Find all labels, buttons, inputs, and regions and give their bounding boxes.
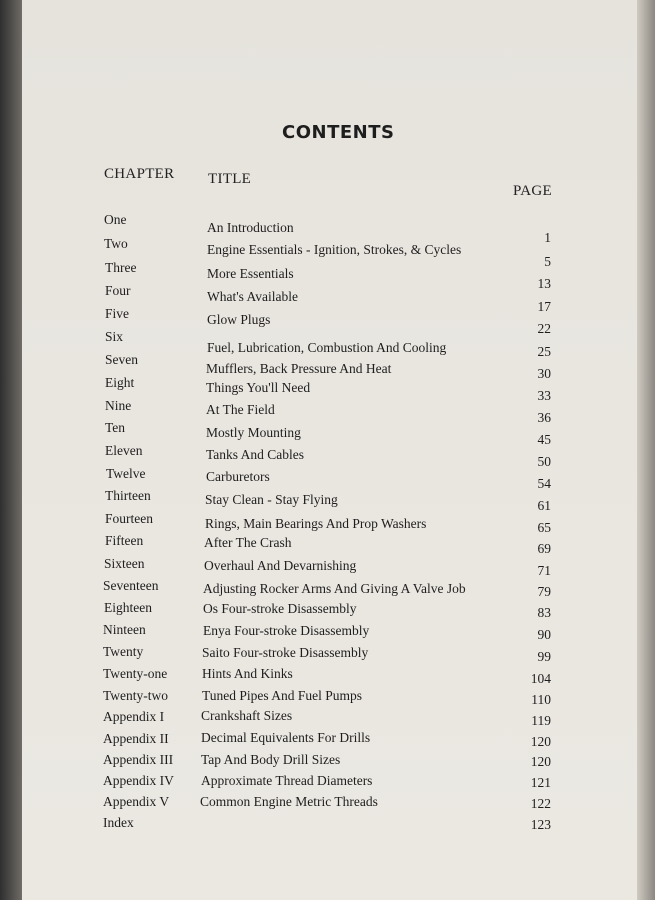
toc-page-number: 99 [537,649,551,664]
toc-title: Things You'll Need [206,380,311,395]
page-column-header: PAGE [513,183,552,199]
toc-chapter: One [104,212,127,227]
toc-chapter: Ninteen [103,622,146,637]
toc-title: Saito Four-stroke Disassembly [202,645,369,660]
toc-page-number: 90 [537,627,551,642]
toc-page-number: 83 [537,605,551,620]
toc-title: More Essentials [207,266,294,281]
toc-title: Tanks And Cables [206,447,305,462]
title-column-header: TITLE [208,171,252,187]
toc-page-number: 122 [530,796,551,811]
toc-chapter: Appendix I [103,709,165,724]
toc-title: Os Four-stroke Disassembly [203,601,357,616]
toc-chapter: Fourteen [105,511,153,526]
toc-chapter: Five [105,306,130,321]
toc-title: After The Crash [204,535,292,550]
toc-title: Tap And Body Drill Sizes [201,752,341,767]
toc-title: Stay Clean - Stay Flying [205,492,338,507]
toc-chapter: Nine [105,398,132,413]
toc-page-number: 71 [537,563,551,578]
toc-page-number: 45 [537,432,551,447]
toc-page-number: 104 [530,671,551,686]
toc-chapter: Appendix II [103,731,169,746]
toc-chapter: Six [105,329,124,344]
toc-title: Mufflers, Back Pressure And Heat [206,361,392,376]
toc-page-number: 65 [537,520,551,535]
page-edge [637,0,655,900]
toc-page-number: 121 [530,775,551,790]
toc-page-number: 5 [544,254,551,269]
toc-title: Decimal Equivalents For Drills [201,730,371,745]
toc-page-number: 36 [537,410,551,425]
toc-title: Hints And Kinks [202,666,293,681]
toc-chapter: Three [105,260,137,275]
toc-page-number: 61 [537,498,551,513]
toc-title: Engine Essentials - Ignition, Strokes, & Cycles [207,242,462,257]
toc-title: Common Engine Metric Threads [200,794,378,809]
toc-chapter: Sixteen [104,556,145,571]
toc-page-number: 30 [537,366,551,381]
toc-title: What's Available [207,289,299,304]
toc-page-number: 25 [537,344,551,359]
toc-chapter: Appendix IV [103,773,174,788]
toc-title: Overhaul And Devarnishing [204,558,357,573]
toc-chapter: Eleven [105,443,143,458]
toc-page-number: 69 [537,541,551,556]
toc-page-number: 13 [537,276,551,291]
toc-chapter: Twenty [103,644,144,659]
toc-title: Glow Plugs [207,312,271,327]
toc-page-number: 33 [537,388,551,403]
toc-page-number: 22 [537,321,551,336]
toc-page-number: 120 [530,754,551,769]
toc-chapter: Seven [105,352,138,367]
toc-page-number: 17 [537,299,551,314]
toc-chapter: Ten [105,420,126,435]
toc-page-number: 110 [531,692,551,707]
toc-chapter: Twenty-one [103,666,168,681]
toc-chapter: Appendix V [103,794,170,809]
toc-chapter: Twenty-two [103,688,169,703]
toc-chapter: Fifteen [105,533,144,548]
toc-title: Rings, Main Bearings And Prop Washers [205,516,427,531]
toc-chapter: Thirteen [105,488,151,503]
toc-title: Carburetors [206,469,270,484]
toc-page-number: 119 [531,713,551,728]
toc-chapter: Seventeen [103,578,159,593]
toc-chapter: Four [105,283,131,298]
toc-title: Adjusting Rocker Arms And Giving A Valve Job [203,581,466,596]
toc-title: Tuned Pipes And Fuel Pumps [202,688,363,703]
toc-title: Approximate Thread Diameters [201,773,373,788]
toc-title: Fuel, Lubrication, Combustion And Cooling [207,340,447,355]
toc-chapter: Two [104,236,128,251]
toc-title: Crankshaft Sizes [201,708,293,723]
toc-page-number: 120 [530,734,551,749]
toc-title: An Introduction [207,220,294,235]
toc-page-number: 79 [537,584,551,599]
toc-page-number: 123 [530,817,551,832]
toc-chapter: Appendix III [103,752,174,767]
toc-page-number: 1 [544,230,551,245]
toc-chapter: Index [103,815,134,830]
toc-page-number: 50 [537,454,551,469]
chapter-column-header: CHAPTER [104,166,175,182]
toc-title: Mostly Mounting [206,425,301,440]
toc-chapter: Twelve [106,466,146,481]
toc-title: Enya Four-stroke Disassembly [203,623,370,638]
toc-page-number: 54 [537,476,551,491]
toc-title: At The Field [206,402,275,417]
contents-heading: CONTENTS [282,122,395,143]
toc-chapter: Eight [105,375,135,390]
toc-chapter: Eighteen [104,600,152,615]
